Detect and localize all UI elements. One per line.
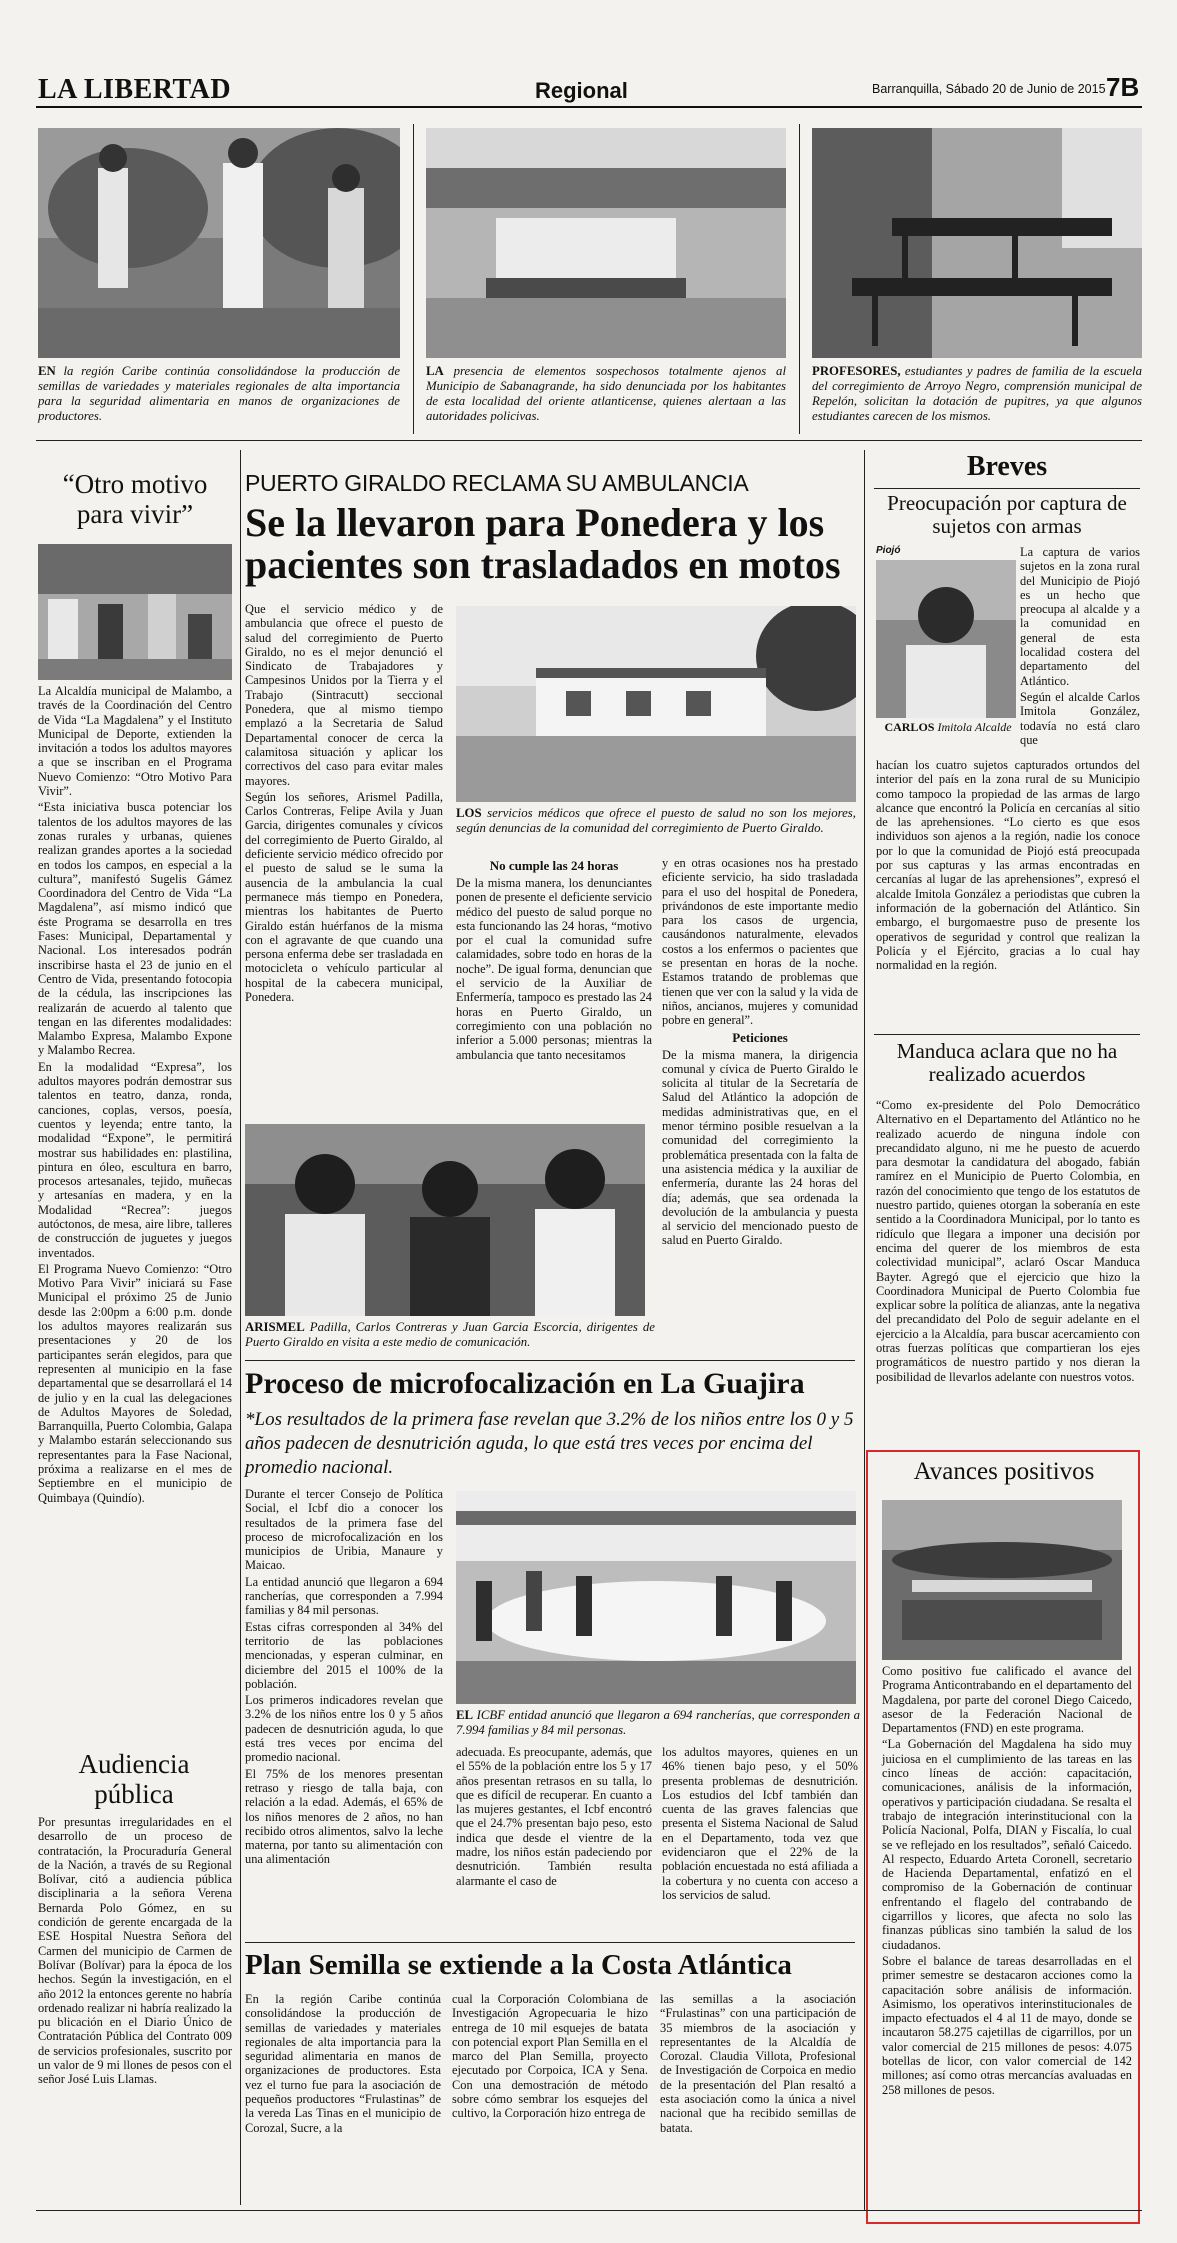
avances-photo <box>882 1500 1122 1660</box>
main-story-headline: Se la llevaron para Ponedera y los pacientes son trasladados en motos <box>245 500 841 587</box>
guajira-paragraph: El 75% de los menores presentan retraso y riesgo de talla baja, con relación a la edad. Además, el 65% de los niños menores de 2 años, no han recibido otros alimentos, salvo la leche materna, por tanto su alimentación con una alimentación <box>245 1766 443 1867</box>
guajira-headline: Proceso de microfocalización en La Guajira <box>245 1367 805 1400</box>
otro-motivo-body <box>38 684 232 1507</box>
avances-title: Avances positivos <box>913 1458 1095 1485</box>
top-photo-divider-1 <box>413 124 414 434</box>
alcalde-photo <box>876 560 1016 718</box>
audiencia-body: Por presuntas irregularidades en el desarrollo de un proceso de contratación, la Procuraduría General de la Nación, a través de su Regional Bolívar, citó a audiencia pública disciplinaria a la señora Verena Bernarda Polo Gómez, en su condición de gerente encargada de la ESE Hospital Nuestra Señora del Carmen del municipio de Carmen de Bolívar (Bolívar) para la época de los hechos. Según la investigación, en el año 2012 la entonces gerente no habría ordenado realizar ni habría realizado la pu blicación en el Diario Único de Contratación Pública del Contrato 009 de servicios profesionales, suscrito por un valor de 9 mi llones de pesos con el señor José Luis Llamas. <box>38 1815 232 2087</box>
alcalde-caption <box>878 720 1018 734</box>
masthead-page-number: 7B <box>1106 72 1140 102</box>
bottom-rule <box>36 2210 1142 2211</box>
caption-lead: LOS <box>456 806 482 820</box>
avances-paragraph: Sobre el balance de tareas desarrolladas en el primer semestre se destacaron acciones como la capacitación sobre análisis de información. Asimismo, los operativos interinstitucionales de impacto efectuados el 4 al 11 de mayo, donde se incautaron 58.275 cajetillas de cigarrillos, por un valor comercial de 215 millones de pesos: 4.075 botellas de licor, con valor comercial de 142 millones; así como otras mercancías avaluadas en 258 millones de pesos. <box>882 1953 1132 2097</box>
main-story-col3-text: y en otras ocasiones nos ha prestado eficiente servicio, ha sido trasladada para el uso del hospital de Ponedera, privándonos de este importante medio para los casos de urgencia, causándonos naturalmente, elevados costos a los enfermos o pacientes que se presentan en horas de la noche. Estamos tratando de problemas que tienen que ver con la salud y la vida de niños, ancianos, mujeres y comunidad pobre en general”. <box>662 856 858 1028</box>
semilla-col3: las semillas a la asociación “Frulastinas” con una participación de 35 miembros de la asociación y representantes de la Alcaldía de Corozal. Claudia Villota, Profesional de Investigación de Corpoica en medio de la presentación del Plan resaltó a esta asociación como la única a nivel nacional que ha recibido semillas de batata. <box>660 1992 856 2135</box>
leaders-caption <box>245 1320 655 1350</box>
top-photo-1-caption <box>38 364 400 424</box>
health-post-photo <box>456 606 856 802</box>
icbf-meeting-photo <box>456 1491 856 1704</box>
caption-lead: EL <box>456 1708 474 1722</box>
breves-item1-beside <box>1020 545 1140 749</box>
caption-lead: CARLOS <box>884 720 935 734</box>
masthead-rule <box>36 106 1142 108</box>
breves-paragraph: La captura de varios sujetos en la zona rural del Municipio de Piojó es un hecho que preocupa al alcalde y a la comunidad en general de esta localidad costera del departamento del Atlántico. <box>1020 545 1140 688</box>
semilla-headline: Plan Semilla se extiende a la Costa Atlántica <box>245 1949 792 1981</box>
top-section-rule <box>36 440 1142 441</box>
semilla-col1: En la región Caribe continúa consolidándose la producción de semillas de variedades y materiales regionales de alta importancia para la seguridad alimentaria en manos de organizaciones de productores. Esta vez el turno fue para la asociación de pequeños productores “Frulastinas” de la vereda Las Tinas en el municipio de Corozal, Sucre, a la <box>245 1992 441 2135</box>
subhead-peticiones: Peticiones <box>732 1029 788 1045</box>
right-column-rule <box>864 450 865 2210</box>
main-story-col3 <box>662 856 858 1248</box>
subhead-no-cumple: No cumple las 24 horas <box>489 858 619 873</box>
guajira-deck: *Los resultados de la primera fase revelan que 3.2% de los niños entre los 0 y 5 años padecen de desnutrición aguda, lo que está tres veces por encima del promedio nacional. <box>245 1409 854 1478</box>
otro-motivo-paragraph: “Esta iniciativa busca potenciar los talentos de los adultos mayores de las zonas rurales y urbanas, quienes realizan grandes aportes a la sociedad en todos los campos, en especial a la cultura”, manifestó Sugelis Gámez Coordinadora del Centro de Vida “La Magdalena”, así mismo indicó que éste Programa se desarrolla en tres Fases: Municipal, Departamental y Nacional. Los interesados podrán inscribirse hasta el 23 de junio en el Centro de Vida, presentando fotocopia de la cédula, las inscripciones las realizarán de acuerdo al talento que tengan en las diferentes modalidades: Malambo Expresa, Malambo Expone y Malambo Recrea. <box>38 800 232 1058</box>
top-photo-3-caption <box>812 364 1142 424</box>
main-story-col2-text: De la misma manera, los denunciantes ponen de presente el deficiente servicio médico del puesto de salud porque no esta funcionando las 24 horas, “motivo por el cual la comunidad sufre calamidades, sobre todo en horas de la noche”. De igual forma, denuncian que el servicio de la Auxiliar de Enfermería, tampoco es prestado las 24 horas en Puerto Giraldo, un corregimiento con una población no inferior a 5.000 personas; mientras la ambulancia que tanto necesitamos <box>456 876 652 1062</box>
caption-lead: ARISMEL <box>245 1320 305 1334</box>
avances-paragraph: Como positivo fue calificado el avance del Programa Anticontrabando en el departamento del Magdalena, por parte del coronel Diego Caicedo, asesor de la Federación Nacional de Departamentos (FND) en este programa. <box>882 1664 1132 1736</box>
top-photo-1 <box>38 128 400 358</box>
breves-rule <box>874 488 1140 489</box>
guajira-paragraph: Estas cifras corresponden al 34% del territorio de las poblaciones mencionadas, y esperan culminar, en diciembre del 2015 el 100% de la población. <box>245 1619 443 1691</box>
main-story-rule <box>245 1360 855 1361</box>
caption-text: presencia de elementos sospechosos totalmente ajenos al Municipio de Sabanagrande, ha sido denunciada por los habitantes de esta localidad del oriente atlanticense, quienes alertaan a las autoridades policivas. <box>426 364 786 423</box>
guajira-col3: los adultos mayores, quienes en un 46% tienen bajo peso, y el 50% presenta problemas de desnutrición. Los estudios del Icbf también dan cuenta de las graves falencias que presenta el Sistema Nacional de Salud en el Departamento, toda vez que evidenciaron que el 22% de la población encuestada no está afiliada a la cobertura y no cuenta con acceso a los servicios de salud. <box>662 1745 858 1902</box>
caption-text: Padilla, Carlos Contreras y Juan Garcia Escorcia, dirigentes de Puerto Giraldo en visita a este medio de comunicación. <box>245 1320 655 1349</box>
otro-motivo-paragraph: En la modalidad “Expresa”, los adultos mayores podrán demostrar sus talentos en teatro, danza, ronda, canciones, coplas, versos, poesía, cuentos y leyenda; entre tanto, la modalidad “Expone”, le permitirá mostrar sus habilidades en: plastilina, pintura en óleo, escultura en barro, procesos artesanales, tejido, muñecas y artesanías en madera, y en la Modalidad “Recrea”: juegos autóctonos, de mesa, aire libre, talleres de construcción de juguetes y juegos inventados. <box>38 1059 232 1260</box>
avances-paragraph: “La Gobernación del Magdalena ha sido muy juiciosa en el cumplimiento de las tareas en las cinco líneas de acción: capacitación, comunicaciones, análisis de la información, operativos y participación ciudadana. Se resalta el trabajo de integración interinstitucional con la Policía Nacional, Polfa, DIAN y Fiscalía, lo cual se ve reflejado en los resultados”, señaló Caicedo. Al respecto, Eduardo Arteta Coronell, secretario de Hacienda Departamental, enfatizó en el compromiso de la Gobernación de continuar enfrentando el flagelo del contrabando de cigarrillos y licores, que afecta no solo las finanzas públicas sino también la salud de los ciudadanos. <box>882 1737 1132 1952</box>
main-story-paragraph: Según los señores, Arismel Padilla, Carlos Contreras, Felipe Avila y Juan Garcia, dirigentes comunales y cívicos del corregimiento de Puerto Giraldo, al deficiente servicio médico ofrecido por el puesto de salud se le suma la ausencia de la ambulancia la cual permanece más tiempo en Ponedera, mientras los habitantes de Puerto Giraldo están huérfanos de la misma con el agravante de que cuando una persona enferma debe ser trasladada en motocicleta o vehículo particular al hospital de la cabecera municipal, Ponedera. <box>245 789 443 1005</box>
guajira-paragraph: Durante el tercer Consejo de Política Social, el Icbf dio a conocer los resultados de la primera fase del proceso de microfocalización en los municipios de Uribia, Manaure y Maicao. <box>245 1487 443 1573</box>
masthead-dateline: Barranquilla, Sábado 20 de Junio de 2015 <box>872 82 1106 96</box>
breves-item2-title: Manduca aclara que no ha realizado acuerdos <box>896 1039 1118 1087</box>
icbf-meeting-caption <box>456 1708 860 1738</box>
caption-lead: LA <box>426 364 444 378</box>
breves-item1-rest: hacían los cuatro sujetos capturados ortundos del interior del país en la zona rural de su Municipio como tampoco la propiedad de las armas de largo alcance que encontró la Policía en cercanías al sitio de las aprehensiones. “Lo cierto es que esos individuos son ajenos a la región, nadie los conoce por lo que la comunidad de Piojó está preocupada por sus capturas y las armas encontradas en cercanías al lugar de las aprehensiones”, expresó el alcalde Imitola González a periodistas que cubren la información de la gobernación del Atlántico. Sin embargo, el burgomaestre puso de presente los operativos de seguridad y control que realizan la Policía y el Ejército, gracias a lo cual hay normalidad en la región. <box>876 758 1140 973</box>
top-photo-2-caption <box>426 364 786 424</box>
main-story-kicker: PUERTO GIRALDO RECLAMA SU AMBULANCIA <box>245 470 749 496</box>
top-photo-divider-2 <box>799 124 800 434</box>
left-column-rule <box>240 450 241 2205</box>
top-photo-2 <box>426 128 786 358</box>
masthead-paper-name: LA LIBERTAD <box>38 74 232 105</box>
guajira-col1 <box>245 1487 443 1869</box>
guajira-rule <box>245 1942 855 1943</box>
top-photo-3 <box>812 128 1142 358</box>
breves-title: Breves <box>966 451 1048 482</box>
masthead-section: Regional <box>535 78 628 103</box>
main-story-col2 <box>456 856 652 1062</box>
otro-motivo-photo <box>38 544 232 680</box>
otro-motivo-paragraph: El Programa Nuevo Comienzo: “Otro Motivo Para Vivir” iniciará su Fase Municipal el próximo 25 de Junio desde las 2:00pm a 6:00 p.m. donde los adultos mayores realizarán sus presentaciones y 20 de los participantes serán elegidos, para que representen al municipio en la fase departamental que se desarrollará el 14 de julio y en la cual las delegaciones de Adultos Mayores de Soledad, Barranquilla, Puerto Colombia, Galapa y Malambo estarán seleccionando sus representantes para la Fase Nacional, próxima a realizarse en el mes de Septiembre en el municipio de Quimbaya (Quindío). <box>38 1261 232 1505</box>
breves-item1-place: Piojó <box>876 545 901 556</box>
caption-text: la región Caribe continúa consolidándose la producción de semillas de variedades y materiales regionales de alta importancia para la seguridad alimentaria en manos de organizaciones de productores. <box>38 364 400 423</box>
breves-item1-title: Preocupación por captura de sujetos con armas <box>887 491 1127 539</box>
main-story-paragraph: Que el servicio médico y de ambulancia que ofrece el puesto de salud del corregimiento de Puerto Giraldo, no es el mejor denunció el Sindicato de Trabajadores y Campesinos Unidos por la Tierra y el Trabajo (Sintracutt) seccional Ponedera, que al mismo tiempo emplazó a la Secretaria de Salud Departamental conocer de cerca la calamitosa situación y aplicar los correctivos del caso para evitar males mayores. <box>245 602 443 788</box>
caption-lead: EN <box>38 364 56 378</box>
caption-text: Imitola Alcalde <box>934 720 1012 734</box>
guajira-paragraph: Los primeros indicadores revelan que 3.2% de los niños entre los 0 y 5 años padecen de desnutrición aguda, lo que está tres veces por encima del promedio nacional. <box>245 1693 443 1765</box>
avances-body <box>882 1664 1132 2099</box>
caption-lead: PROFESORES, <box>812 364 901 378</box>
breves-item2-text: “Como ex-presidente del Polo Democrático Alternativo en el Departamento del Atlántico no he realizado acuerdo de ninguna índole con precandidato alguno, ni me he puesto de acuerdo para desmotar la candidatura del abogado, fabián ramírez en el Municipio de Puerto Colombia, en razón del conocimiento que tengo de los estatutos de nuestro partido, quienes otorgan la soberanía en este sentido a la Coordinadora Municipal, por lo tanto es ridículo que llegara a imponer una decisión por encima del querer de los miembros de esta colectividad municipal”, aclaró Oscar Manduca Bayter. Agregó que el ejercicio que hizo la Coordinadora Municipal de Puerto Colombia fue explicar sobre la política de alianzas, ante la negativa del precandidato del Polo de seguir adelante en el ejercicio a la Alcaldía, para buscar acercamiento con otras fuerzas políticas que compartieran los ejes programáticos de nuestro partido y nos dieran la posibilidad de llevarlos adelante con nuestros votos. <box>876 1098 1140 1384</box>
caption-text: estudiantes y padres de familia de la escuela del corregimiento de Arroyo Negro, comprensión municipal de Repelón, solicitan la dotación de pupitres, ya que algunos estudiantes carecen de los mismos. <box>812 364 1142 423</box>
health-post-caption <box>456 806 856 836</box>
breves-paragraph: Según el alcalde Carlos Imitola González, todavía no está claro que <box>1020 689 1140 747</box>
breves-item-rule <box>874 1034 1140 1035</box>
otro-motivo-title: “Otro motivo para vivir” <box>62 469 208 529</box>
semilla-col2: cual la Corporación Colombiana de Investigación Agropecuaria le hizo entrega de 10 mil esquejes de batata con potencial export Plan Semilla en el marco del Plan Semilla, proyecto ejecutado por Corpoica, ICA y Sena. Con una demostración de método sobre cómo sembrar los esquejes del cultivo, la Corporación hizo entrega de <box>452 1992 648 2121</box>
main-story-col3-text: De la misma manera, la dirigencia comunal y cívica de Puerto Giraldo le solicita al titular de la Secretaría de Salud del Atlántico la adopción de medidas administrativas que, en el menor término posible resuelvan a la comunidad del corregimiento la problemática presentada con la falta de una asistencia médica y la auxiliar de enfermería, durante las 24 horas del día; además, que sea ordenada la devolución de la ambulancia y puesta al servicio del mencionado puesto de salud en Puerto Giraldo. <box>662 1047 858 1248</box>
caption-text: ICBF entidad anunció que llegaron a 694 rancherías, que corresponden a 7.994 familias y 84 mil personas. <box>456 1708 860 1737</box>
main-story-col1 <box>245 602 443 1006</box>
otro-motivo-paragraph: La Alcaldía municipal de Malambo, a través de la Coordinación del Centro de Vida “La Magdalena” y el Instituto Municipal de Deporte, extienden la invitación a todos los adultos mayores a que se inscriban en el Programa Nuevo Comienzo: “Otro Motivo Para Vivir”. <box>38 684 232 799</box>
caption-text: servicios médicos que ofrece el puesto de salud no son los mejores, según denuncias de la comunidad del corregimiento de Puerto Giraldo. <box>456 806 856 835</box>
guajira-paragraph: La entidad anunció que llegaron a 694 rancherías, que corresponden a 7.994 familias y 84 mil personas. <box>245 1574 443 1618</box>
audiencia-title: Audiencia pública <box>78 1749 190 1809</box>
guajira-col2: adecuada. Es preocupante, además, que el 55% de la población entre los 5 y 17 años presentan retrasos en su talla, lo que es difícil de recuperar. En cuanto a las mujeres gestantes, el Icbf encontró que el 24.7% presentan bajo peso, esto indica que desde el vientre de la madre, los niños están padeciendo por desnutrición. También resulta alarmante el caso de <box>456 1745 652 1888</box>
leaders-photo <box>245 1124 645 1316</box>
